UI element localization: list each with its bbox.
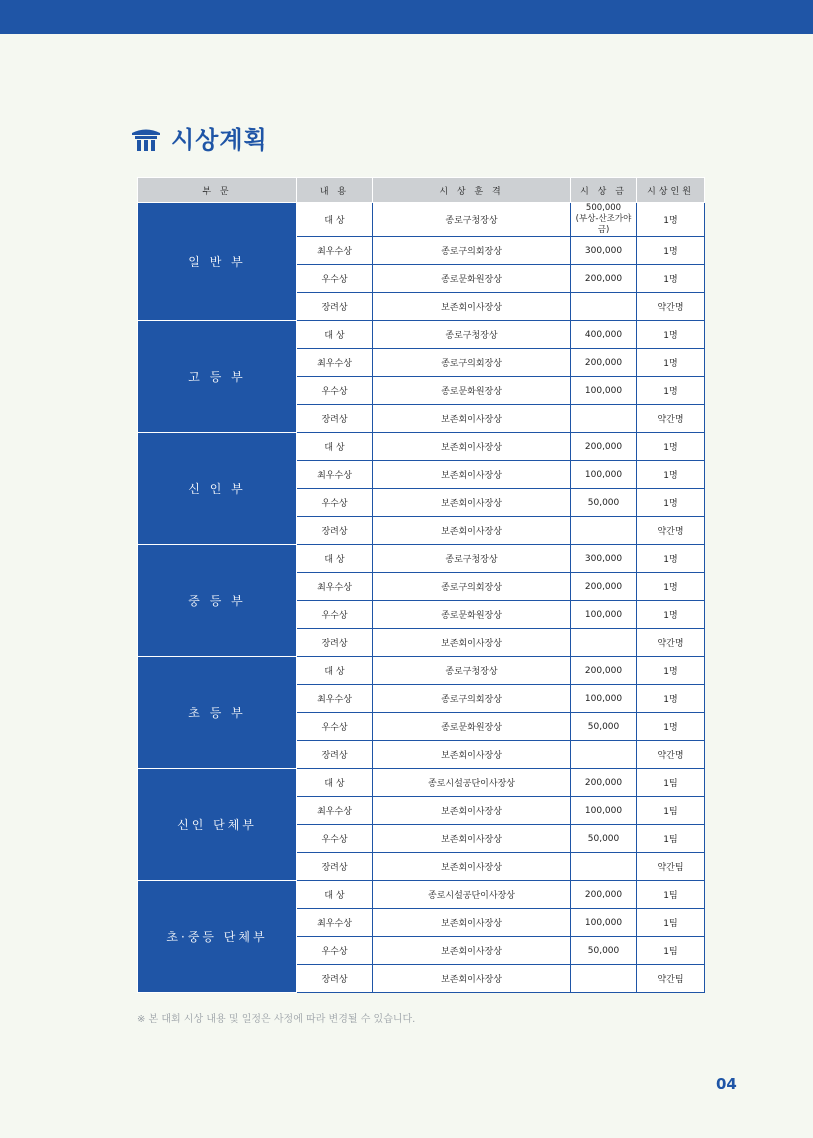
count-cell: 1명 <box>637 203 705 237</box>
count-cell: 약간명 <box>637 741 705 769</box>
grade-cell: 종로구청장상 <box>373 203 571 237</box>
count-cell: 약간명 <box>637 517 705 545</box>
count-cell: 1명 <box>637 321 705 349</box>
award-cell: 대 상 <box>297 769 373 797</box>
grade-cell: 종로시설공단이사장상 <box>373 881 571 909</box>
grade-cell: 종로시설공단이사장상 <box>373 769 571 797</box>
prize-cell <box>571 965 637 993</box>
category-cell: 신 인 부 <box>138 433 297 545</box>
table-row <box>138 433 705 461</box>
prize-value: 500,000 <box>585 203 622 213</box>
table-row <box>138 203 705 237</box>
grade-cell: 종로구의회장상 <box>373 349 571 377</box>
prize-cell: 200,000 <box>571 433 637 461</box>
count-cell: 1명 <box>637 461 705 489</box>
count-cell: 약간팀 <box>637 965 705 993</box>
award-cell: 대 상 <box>297 321 373 349</box>
grade-cell: 종로구청장상 <box>373 321 571 349</box>
count-cell: 1팀 <box>637 797 705 825</box>
count-cell: 약간명 <box>637 405 705 433</box>
count-cell: 1명 <box>637 433 705 461</box>
grade-cell: 보존회이사장상 <box>373 293 571 321</box>
section-title <box>131 120 268 155</box>
award-cell: 최우수상 <box>297 461 373 489</box>
table-row <box>138 321 705 349</box>
category-cell: 초 등 부 <box>138 657 297 769</box>
grade-cell: 종로문화원장상 <box>373 601 571 629</box>
grade-cell: 보존회이사장상 <box>373 965 571 993</box>
category-cell: 고 등 부 <box>138 321 297 433</box>
award-cell: 최우수상 <box>297 909 373 937</box>
top-banner <box>0 0 813 34</box>
grade-cell: 종로구청장상 <box>373 545 571 573</box>
award-cell: 우수상 <box>297 489 373 517</box>
grade-cell: 보존회이사장상 <box>373 517 571 545</box>
prize-cell: 300,000 <box>571 545 637 573</box>
count-cell: 약간명 <box>637 629 705 657</box>
prize-cell: 200,000 <box>571 657 637 685</box>
header-award-grade: 시 상 훈 격 <box>373 178 571 203</box>
prize-cell: 100,000 <box>571 461 637 489</box>
grade-cell: 종로문화원장상 <box>373 377 571 405</box>
grade-cell: 보존회이사장상 <box>373 741 571 769</box>
page-title: 시상계획 <box>171 126 268 154</box>
award-cell: 장려상 <box>297 741 373 769</box>
award-cell: 최우수상 <box>297 237 373 265</box>
grade-cell: 보존회이사장상 <box>373 825 571 853</box>
grade-cell: 보존회이사장상 <box>373 909 571 937</box>
award-cell: 최우수상 <box>297 797 373 825</box>
prize-note: (부상-산조가야금) <box>575 214 632 235</box>
page-number: 04 <box>716 1075 737 1093</box>
prize-cell: 100,000 <box>571 377 637 405</box>
count-cell: 1명 <box>637 237 705 265</box>
category-cell: 신인 단체부 <box>138 769 297 881</box>
award-cell: 대 상 <box>297 881 373 909</box>
count-cell: 1명 <box>637 349 705 377</box>
prize-cell: 200,000 <box>571 265 637 293</box>
table-header-row <box>138 178 705 203</box>
grade-cell: 종로문화원장상 <box>373 265 571 293</box>
grade-cell: 종로구의회장상 <box>373 573 571 601</box>
count-cell: 1명 <box>637 573 705 601</box>
award-cell: 우수상 <box>297 601 373 629</box>
award-table-body <box>138 203 705 993</box>
count-cell: 1팀 <box>637 769 705 797</box>
count-cell: 1명 <box>637 377 705 405</box>
award-cell: 우수상 <box>297 265 373 293</box>
header-division: 부 문 <box>138 178 297 203</box>
award-cell: 대 상 <box>297 657 373 685</box>
prize-cell: 100,000 <box>571 685 637 713</box>
count-cell: 1명 <box>637 265 705 293</box>
grade-cell: 종로문화원장상 <box>373 713 571 741</box>
prize-cell <box>571 405 637 433</box>
prize-cell <box>571 203 637 237</box>
table-row <box>138 657 705 685</box>
count-cell: 1명 <box>637 685 705 713</box>
prize-cell: 50,000 <box>571 937 637 965</box>
prize-cell: 400,000 <box>571 321 637 349</box>
award-cell: 대 상 <box>297 433 373 461</box>
grade-cell: 보존회이사장상 <box>373 629 571 657</box>
award-cell: 우수상 <box>297 825 373 853</box>
count-cell: 1팀 <box>637 825 705 853</box>
award-cell: 우수상 <box>297 713 373 741</box>
prize-cell <box>571 853 637 881</box>
header-recipients: 시상인원 <box>637 178 705 203</box>
prize-cell: 200,000 <box>571 573 637 601</box>
award-cell: 최우수상 <box>297 685 373 713</box>
grade-cell: 보존회이사장상 <box>373 405 571 433</box>
grade-cell: 보존회이사장상 <box>373 433 571 461</box>
count-cell: 약간팀 <box>637 853 705 881</box>
award-cell: 우수상 <box>297 937 373 965</box>
grade-cell: 보존회이사장상 <box>373 797 571 825</box>
award-cell: 장려상 <box>297 405 373 433</box>
table-row <box>138 881 705 909</box>
grade-cell: 종로구청장상 <box>373 657 571 685</box>
prize-cell: 50,000 <box>571 713 637 741</box>
prize-cell: 50,000 <box>571 825 637 853</box>
category-cell: 일 반 부 <box>138 203 297 321</box>
count-cell: 1팀 <box>637 937 705 965</box>
prize-cell <box>571 517 637 545</box>
count-cell: 1명 <box>637 545 705 573</box>
category-cell: 중 등 부 <box>138 545 297 657</box>
grade-cell: 종로구의회장상 <box>373 237 571 265</box>
header-content: 내 용 <box>297 178 373 203</box>
award-cell: 장려상 <box>297 293 373 321</box>
award-cell: 대 상 <box>297 545 373 573</box>
award-table <box>137 177 705 993</box>
category-cell: 초·중등 단체부 <box>138 881 297 993</box>
count-cell: 1팀 <box>637 909 705 937</box>
grade-cell: 보존회이사장상 <box>373 853 571 881</box>
footnote: ※ 본 대회 시상 내용 및 일정은 사정에 따라 변경될 수 있습니다. <box>137 1014 416 1025</box>
award-cell: 최우수상 <box>297 573 373 601</box>
grade-cell: 종로구의회장상 <box>373 685 571 713</box>
grade-cell: 보존회이사장상 <box>373 937 571 965</box>
prize-cell: 200,000 <box>571 769 637 797</box>
table-row <box>138 769 705 797</box>
prize-cell: 100,000 <box>571 909 637 937</box>
award-cell: 최우수상 <box>297 349 373 377</box>
award-cell: 장려상 <box>297 629 373 657</box>
table-row <box>138 545 705 573</box>
prize-cell: 50,000 <box>571 489 637 517</box>
prize-cell <box>571 741 637 769</box>
count-cell: 약간명 <box>637 293 705 321</box>
award-cell: 대 상 <box>297 203 373 237</box>
award-cell: 장려상 <box>297 853 373 881</box>
count-cell: 1명 <box>637 489 705 517</box>
prize-cell: 100,000 <box>571 601 637 629</box>
prize-cell: 200,000 <box>571 349 637 377</box>
prize-cell <box>571 629 637 657</box>
prize-cell: 300,000 <box>571 237 637 265</box>
count-cell: 1명 <box>637 601 705 629</box>
header-prize-money: 시 상 금 <box>571 178 637 203</box>
prize-cell: 100,000 <box>571 797 637 825</box>
prize-cell <box>571 293 637 321</box>
award-cell: 우수상 <box>297 377 373 405</box>
count-cell: 1팀 <box>637 881 705 909</box>
grade-cell: 보존회이사장상 <box>373 461 571 489</box>
traditional-gate-icon <box>131 124 161 152</box>
prize-cell: 200,000 <box>571 881 637 909</box>
grade-cell: 보존회이사장상 <box>373 489 571 517</box>
award-cell: 장려상 <box>297 965 373 993</box>
count-cell: 1명 <box>637 657 705 685</box>
award-cell: 장려상 <box>297 517 373 545</box>
count-cell: 1명 <box>637 713 705 741</box>
